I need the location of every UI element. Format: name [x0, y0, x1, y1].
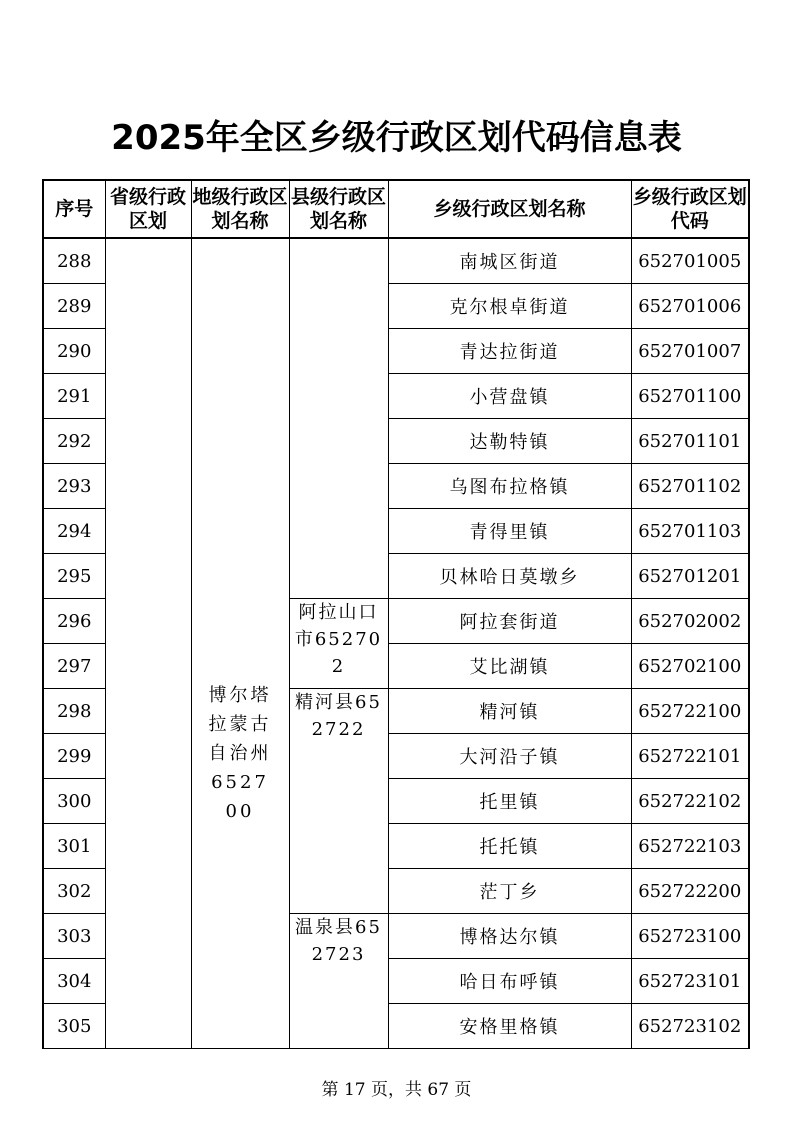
header-province: 省级行政区划	[105, 180, 191, 238]
county-cell	[289, 599, 388, 689]
row-seq: 290	[43, 329, 105, 374]
township-code: 652701007	[631, 329, 749, 374]
township-code: 652722103	[631, 824, 749, 869]
page-title: 2025年全区乡级行政区划代码信息表	[111, 118, 682, 158]
header-code: 乡级行政区划代码	[631, 180, 749, 238]
row-seq: 292	[43, 419, 105, 464]
township-name: 乌图布拉格镇	[388, 464, 631, 509]
township-code: 652722102	[631, 779, 749, 824]
township-name: 克尔根卓街道	[388, 284, 631, 329]
township-code: 652723100	[631, 914, 749, 959]
county-cell	[289, 914, 388, 1049]
township-name: 阿拉套街道	[388, 599, 631, 644]
township-code: 652701006	[631, 284, 749, 329]
township-name: 哈日布呼镇	[388, 959, 631, 1004]
table-header-row	[43, 180, 749, 238]
row-seq: 293	[43, 464, 105, 509]
township-name: 青达拉街道	[388, 329, 631, 374]
row-seq: 294	[43, 509, 105, 554]
header-seq: 序号	[43, 180, 105, 238]
row-seq: 302	[43, 869, 105, 914]
township-code: 652723102	[631, 1004, 749, 1049]
township-code: 652701201	[631, 554, 749, 599]
row-seq: 301	[43, 824, 105, 869]
division-code-table	[42, 179, 750, 1049]
township-name: 茫丁乡	[388, 869, 631, 914]
row-seq: 298	[43, 689, 105, 734]
header-township: 乡级行政区划名称	[388, 180, 631, 238]
township-name: 安格里格镇	[388, 1004, 631, 1049]
header-prefecture: 地级行政区划名称	[191, 180, 289, 238]
township-name: 艾比湖镇	[388, 644, 631, 689]
county-label: 精河县652722	[295, 692, 382, 740]
county-cell	[289, 689, 388, 914]
row-seq: 304	[43, 959, 105, 1004]
township-code: 652701005	[631, 238, 749, 284]
page-footer: 第 17 页，共 67 页	[321, 1080, 472, 1100]
county-label: 温泉县652723	[295, 917, 382, 965]
row-seq: 300	[43, 779, 105, 824]
row-seq: 299	[43, 734, 105, 779]
township-code: 652702002	[631, 599, 749, 644]
township-name: 南城区街道	[388, 238, 631, 284]
township-name: 小营盘镇	[388, 374, 631, 419]
row-seq: 303	[43, 914, 105, 959]
township-name: 青得里镇	[388, 509, 631, 554]
row-seq: 295	[43, 554, 105, 599]
row-seq: 305	[43, 1004, 105, 1049]
township-code: 652701102	[631, 464, 749, 509]
row-seq: 288	[43, 238, 105, 284]
township-name: 贝林哈日莫墩乡	[388, 554, 631, 599]
county-label: 阿拉山口市652702	[294, 602, 383, 677]
township-code: 652701100	[631, 374, 749, 419]
row-seq: 297	[43, 644, 105, 689]
township-code: 652702100	[631, 644, 749, 689]
township-code: 652722200	[631, 869, 749, 914]
row-seq: 289	[43, 284, 105, 329]
row-seq: 296	[43, 599, 105, 644]
township-code: 652701103	[631, 509, 749, 554]
township-code: 652701101	[631, 419, 749, 464]
prefecture-label: 博尔塔拉蒙古自治州652700	[208, 685, 272, 822]
header-county: 县级行政区划名称	[289, 180, 388, 238]
row-seq: 291	[43, 374, 105, 419]
township-code: 652722101	[631, 734, 749, 779]
township-code: 652723101	[631, 959, 749, 1004]
township-name: 精河镇	[388, 689, 631, 734]
township-name: 托托镇	[388, 824, 631, 869]
township-name: 托里镇	[388, 779, 631, 824]
county-cell	[289, 238, 388, 599]
township-name: 博格达尔镇	[388, 914, 631, 959]
township-name: 大河沿子镇	[388, 734, 631, 779]
province-cell	[105, 238, 191, 1049]
prefecture-cell	[191, 238, 289, 1049]
township-name: 达勒特镇	[388, 419, 631, 464]
table-row	[43, 238, 749, 284]
township-code: 652722100	[631, 689, 749, 734]
